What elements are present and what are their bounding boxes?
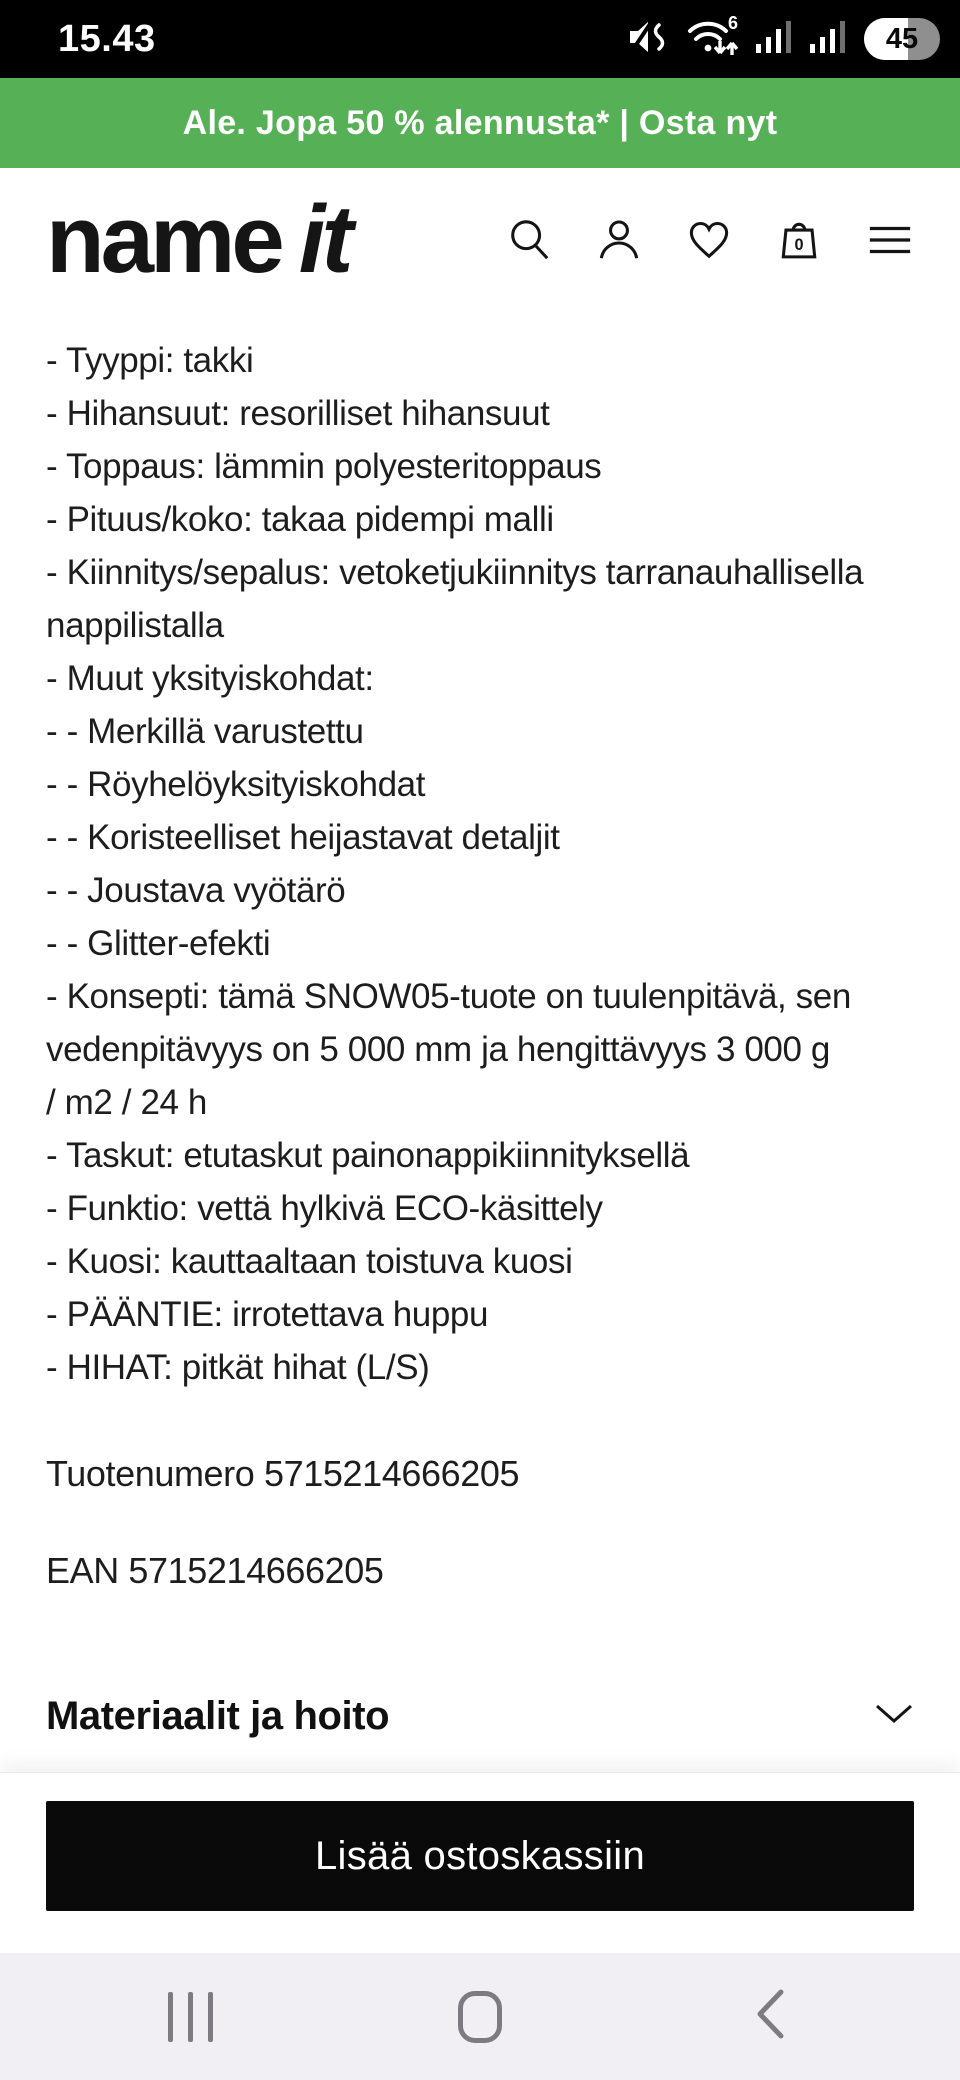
product-detail-line: - - Glitter-efekti <box>46 924 271 963</box>
status-icons <box>626 15 940 64</box>
logo-it-part: it <box>298 186 350 293</box>
product-detail-line: - - Koristeelliset heijastavat detaljit <box>46 818 560 857</box>
cart-bag-icon[interactable] <box>776 217 822 263</box>
system-nav-bar <box>0 1953 960 2080</box>
signal-bars-sim2-icon <box>810 19 850 60</box>
product-details-section <box>0 312 960 1772</box>
mute-vibrate-icon <box>626 17 670 62</box>
product-detail-line: - Taskut: etutaskut painonappikiinnityksellä <box>46 1136 690 1175</box>
product-detail-line: - - Joustava vyötärö <box>46 871 346 910</box>
signal-bars-sim1-icon <box>756 19 796 60</box>
accordion-title: Materiaalit ja hoito <box>46 1694 390 1738</box>
product-detail-line: - - Merkillä varustettu <box>46 712 364 751</box>
product-detail-line: - Muut yksityiskohdat: <box>46 659 374 698</box>
add-to-cart-button[interactable]: Lisää ostoskassiin <box>46 1801 914 1911</box>
product-detail-line: vedenpitävyys on 5 000 mm ja hengittävyys 3 000 g <box>46 1030 830 1069</box>
product-detail-line: - Pituus/koko: takaa pidempi malli <box>46 500 554 539</box>
chevron-down-icon <box>874 1703 914 1730</box>
recents-icon <box>168 1992 213 2042</box>
product-detail-line: / m2 / 24 h <box>46 1083 207 1122</box>
wishlist-heart-icon[interactable] <box>686 217 732 263</box>
product-detail-list <box>46 334 914 1394</box>
product-detail-line: - HIHAT: pitkät hihat (L/S) <box>46 1348 430 1387</box>
ean-number: EAN 5715214666205 <box>46 1550 384 1591</box>
materials-care-accordion[interactable] <box>46 1690 914 1743</box>
home-icon <box>458 1991 502 2043</box>
home-button[interactable] <box>450 1987 510 2047</box>
product-detail-line: - Funktio: vettä hylkivä ECO-käsittely <box>46 1189 603 1228</box>
product-detail-line: - Kiinnitys/sepalus: vetoketjukiinnitys tarranauhallisella <box>46 553 864 592</box>
promo-banner[interactable] <box>0 78 960 168</box>
product-detail-line: - Konsepti: tämä SNOW05-tuote on tuulenpitävä, sen <box>46 977 851 1016</box>
product-detail-line: - Tyyppi: takki <box>46 341 254 380</box>
product-detail-line: - Toppaus: lämmin polyesteritoppaus <box>46 447 602 486</box>
product-detail-line: - - Röyhelöyksityiskohdat <box>46 765 426 804</box>
header-icon-row <box>506 217 914 263</box>
product-number: Tuotenumero 5715214666205 <box>46 1453 520 1494</box>
logo-name-part: name <box>46 186 281 293</box>
search-icon[interactable] <box>506 217 552 263</box>
nameit-logo[interactable] <box>46 186 350 293</box>
product-detail-line: - PÄÄNTIE: irrotettava huppu <box>46 1295 489 1334</box>
back-chevron-icon <box>755 1988 785 2045</box>
svg-text:6: 6 <box>728 14 739 33</box>
recents-button[interactable] <box>160 1987 220 2047</box>
site-header <box>0 168 960 312</box>
status-bar <box>0 0 960 78</box>
account-icon[interactable] <box>596 217 642 263</box>
product-detail-line: - Hihansuut: resorilliset hihansuut <box>46 394 550 433</box>
cart-count-badge: 0 <box>794 235 804 254</box>
sticky-cta-bar <box>0 1772 960 1953</box>
battery-indicator: 45 <box>864 18 940 60</box>
product-detail-line: - Kuosi: kauttaaltaan toistuva kuosi <box>46 1242 573 1281</box>
promo-banner-text: Ale. Jopa 50 % alennusta* | Osta nyt <box>182 103 778 142</box>
back-button[interactable] <box>740 1987 800 2047</box>
product-detail-line: nappilistalla <box>46 606 224 645</box>
menu-icon[interactable] <box>866 217 914 263</box>
wifi6-icon <box>684 15 742 64</box>
clock: 15.43 <box>58 17 156 60</box>
